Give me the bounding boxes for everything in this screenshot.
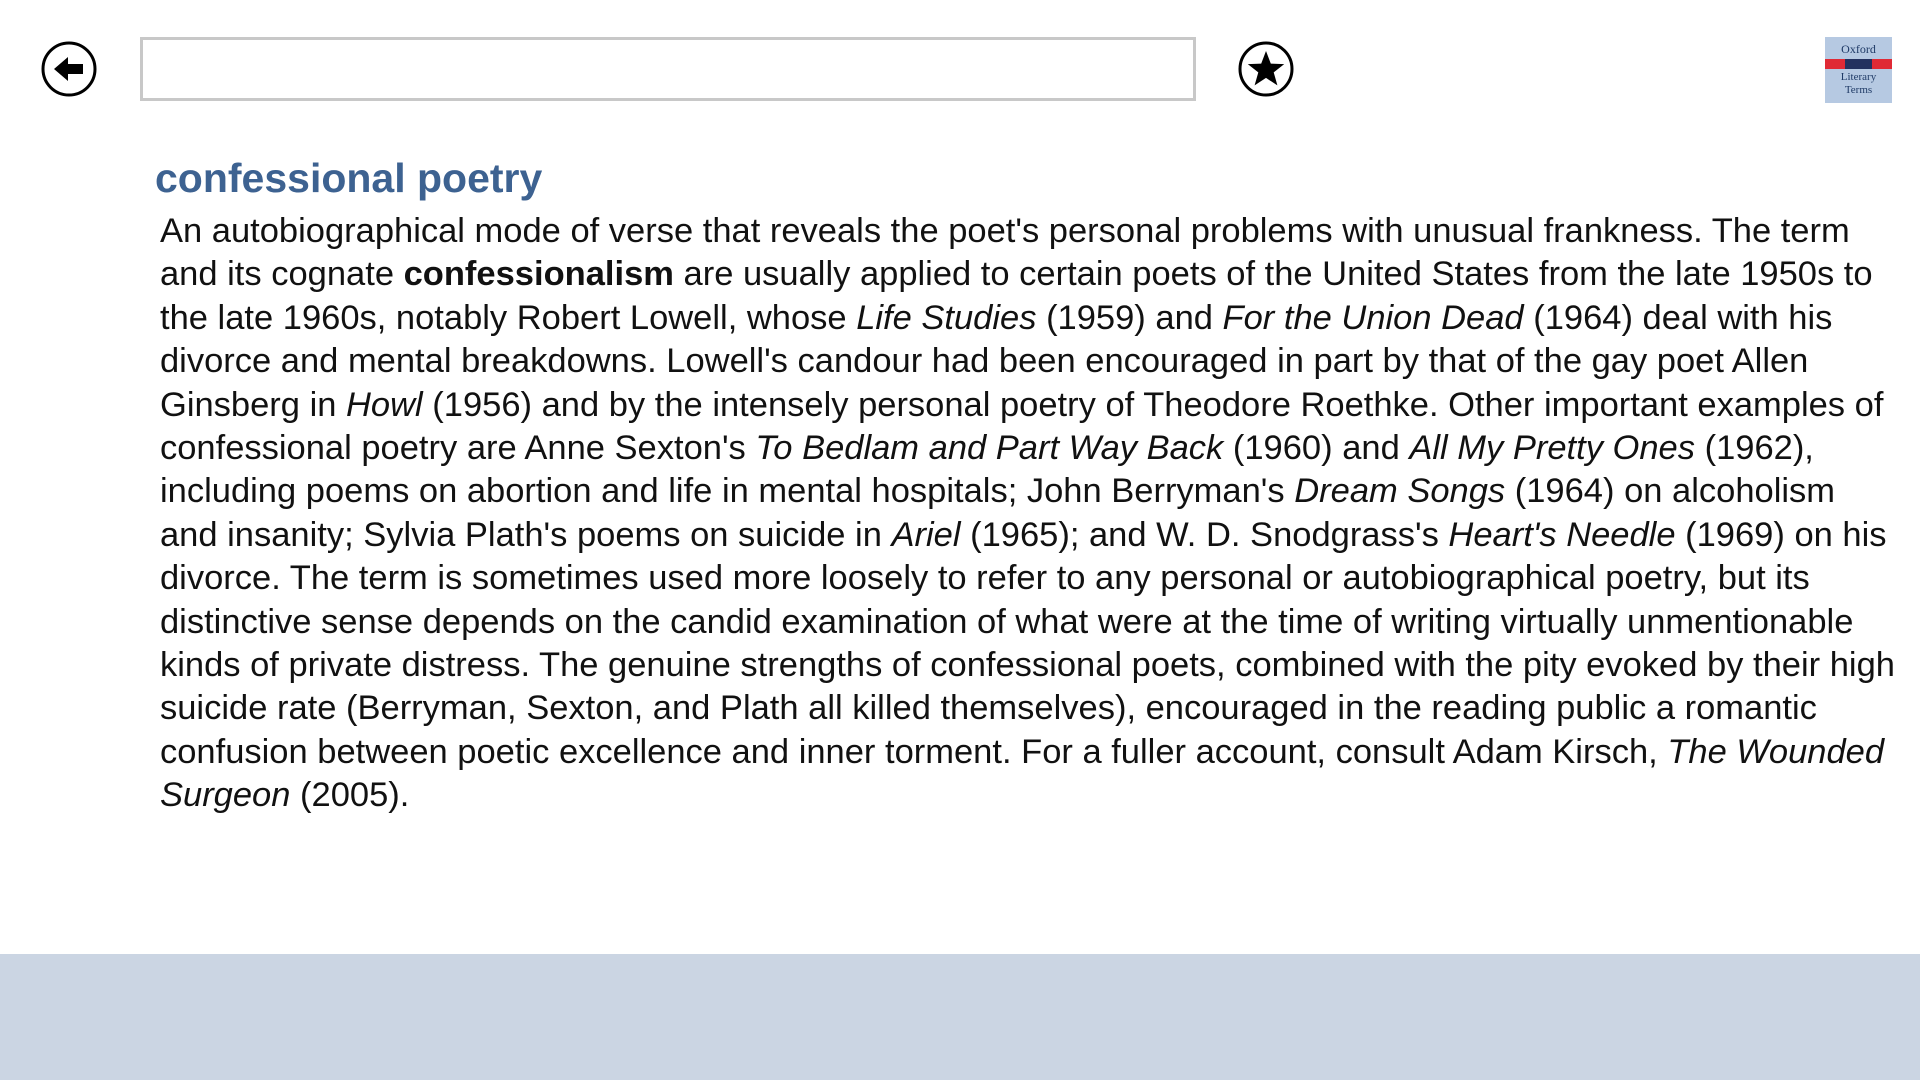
- star-circle-icon: [1237, 40, 1295, 98]
- entry-title: confessional poetry: [155, 155, 543, 201]
- definition-text: (1964) on alcoholism and insanity; Sylvia Plath's poems on suicide in: [160, 472, 1836, 554]
- logo-navy-bar: [1845, 59, 1872, 69]
- definition-text: (1964) deal with his divorce and mental breakdowns. Lowell's candour had been encouraged in part by that of the gay poet Allen Ginsberg in: [160, 298, 1833, 424]
- entry-definition: [160, 210, 1895, 818]
- definition-text: (1959) and: [1036, 298, 1223, 337]
- definition-text: (2005).: [290, 776, 410, 815]
- work-title: The Wounded Surgeon: [160, 732, 1885, 815]
- definition-text: An autobiographical mode of verse that reveals the poet's personal problems with unusual frankness. The term and its cognate: [160, 212, 1850, 294]
- work-title: Life Studies: [856, 298, 1037, 337]
- logo-subtitle: [1825, 71, 1892, 97]
- work-title: Heart's Needle: [1448, 515, 1676, 554]
- logo-line-oxford: Oxford: [1841, 42, 1876, 56]
- cross-reference-term: confessionalism: [403, 255, 674, 294]
- work-title: Dream Songs: [1294, 472, 1506, 511]
- work-title: To Bedlam and Part Way Back: [755, 429, 1224, 468]
- definition-text: (1960) and: [1223, 429, 1410, 468]
- dictionary-entry: [155, 148, 1895, 818]
- definition-text: (1962), including poems on abortion and life in mental hospitals; John Berryman's: [160, 429, 1814, 511]
- definition-text: (1965); and W. D. Snodgrass's: [960, 515, 1449, 554]
- back-button[interactable]: [40, 40, 98, 98]
- definition-text: (1969) on his divorce. The term is sometimes used more loosely to refer to any personal or autobiographical poetry, but its distinctive sense depends on the candid examination of what were at the time of writing virtually unmentionable kinds of private distress. The genuine strengths of confessional poets, combined with the pity evoked by their high suicide rate (Berryman, Sexton, and Plath all killed themselves), encouraged in the reading public a romantic confusion between poetic excellence and inner torment. For a fuller account, consult Adam Kirsch,: [160, 515, 1895, 771]
- app-bar: [0, 954, 1920, 1080]
- work-title: Ariel: [891, 515, 961, 554]
- search-input[interactable]: [140, 37, 1196, 101]
- definition-text: are usually applied to certain poets of the United States from the late 1950s to the late 1960s, notably Robert Lowell, whose: [160, 255, 1873, 337]
- logo-line-literary: Literary: [1840, 71, 1877, 83]
- work-title: Howl: [346, 385, 423, 424]
- oxford-literary-terms-logo: [1825, 37, 1892, 103]
- definition-text: (1956) and by the intensely personal poetry of Theodore Roethke. Other important examples of confessional poetry are Anne Sexton's: [160, 385, 1884, 468]
- logo-line-terms: Terms: [1844, 84, 1873, 96]
- work-title: For the Union Dead: [1222, 298, 1524, 337]
- back-arrow-circle-icon: [40, 40, 98, 98]
- favorite-button[interactable]: [1237, 40, 1295, 98]
- toolbar: [0, 0, 1920, 130]
- work-title: All My Pretty Ones: [1409, 429, 1695, 468]
